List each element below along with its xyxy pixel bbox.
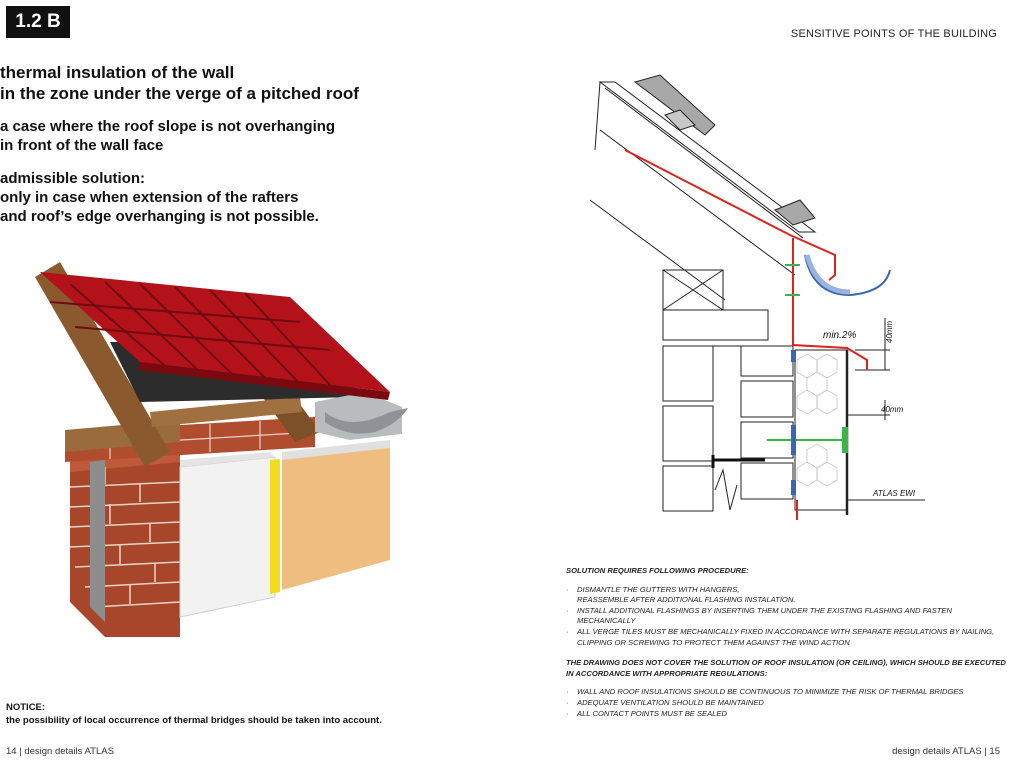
procedure-item-2: · INSTALL ADDITIONAL FLASHINGS BY INSERTING THEM UNDER THE EXISTING FLASHING AND FASTEN MECHANICALLY	[577, 605, 952, 626]
heading-line-2: in the zone under the verge of a pitched roof	[0, 84, 359, 103]
solution-line-1: admissible solution:	[0, 170, 146, 187]
page-heading	[0, 62, 359, 104]
procedure-list	[566, 585, 1006, 649]
list-item	[566, 627, 1006, 648]
disclaimer-line-1: THE DRAWING DOES NOT COVER THE SOLUTION OF ROOF INSULATION (OR CEILING), WHICH SHOULD BE EXECUTED	[566, 658, 1006, 668]
list-item: · ALL CONTACT POINTS MUST BE SEALED	[566, 709, 1006, 720]
solution-line-3: and roof’s edge overhanging is not possible.	[0, 208, 319, 225]
footer-left: 14 | design details ATLAS	[6, 746, 114, 757]
list-item: · WALL AND ROOF INSULATIONS SHOULD BE CONTINUOUS TO MINIMIZE THE RISK OF THERMAL BRIDGES	[566, 687, 1006, 698]
list-item	[566, 606, 1006, 627]
procedure-item-3-line-2: CLIPPING OR SCREWING TO PROTECT THEM AGAINST THE WIND ACTION	[577, 637, 850, 647]
disclaimer-list	[566, 687, 1006, 719]
list-item: · ADEQUATE VENTILATION SHOULD BE MAINTAINED	[566, 698, 1006, 709]
case-line-2: in front of the wall face	[0, 137, 164, 154]
procedure-item-1-line-1: · DISMANTLE THE GUTTERS WITH HANGERS,	[577, 584, 740, 594]
procedure-heading: SOLUTION REQUIRES FOLLOWING PROCEDURE:	[566, 566, 749, 575]
solution-description	[0, 169, 319, 226]
disclaimer-line-2: IN ACCORDANCE WITH APPROPRIATE REGULATIONS:	[566, 668, 768, 678]
system-label: ATLAS EWI	[873, 489, 916, 498]
insulation-hatch	[797, 354, 837, 486]
render-layer	[282, 447, 390, 590]
section-title: SENSITIVE POINTS OF THE BUILDING	[790, 28, 997, 40]
notice-text: the possibility of local occurrence of thermal bridges should be taken into account.	[6, 715, 382, 726]
procedure-item-3-line-1: · ALL VERGE TILES MUST BE MECHANICALLY FIXED IN ACCORDANCE WITH SEPARATE REGULATIONS BY NAILING,	[577, 626, 995, 636]
footer-right: design details ATLAS | 15	[892, 746, 1000, 757]
insulation-board	[180, 457, 275, 617]
notice-label: NOTICE:	[6, 702, 46, 713]
roof-verge-illustration	[30, 262, 410, 647]
procedure-item-1-line-2: REASSEMBLE AFTER ADDITIONAL FLASHING INSTALATION.	[577, 595, 796, 605]
dim-vertical-label: 40mm	[885, 320, 894, 343]
case-line-1: a case where the roof slope is not overhanging	[0, 118, 336, 135]
solution-line-2: only in case when extension of the rafters	[0, 189, 299, 206]
technical-section-drawing	[585, 70, 1005, 530]
page-badge: 1.2 B	[6, 6, 70, 38]
notice	[6, 701, 426, 727]
slope-label: min.2%	[823, 330, 857, 341]
brick-wall	[70, 447, 180, 637]
list-item	[566, 585, 1006, 606]
disclaimer-heading	[566, 658, 1006, 679]
procedure-notes	[566, 566, 1006, 729]
case-description	[0, 117, 335, 155]
heading-line-1: thermal insulation of the wall	[0, 63, 235, 82]
dim-horizontal-label: 40mm	[881, 405, 904, 414]
adhesive-layer	[270, 459, 280, 594]
